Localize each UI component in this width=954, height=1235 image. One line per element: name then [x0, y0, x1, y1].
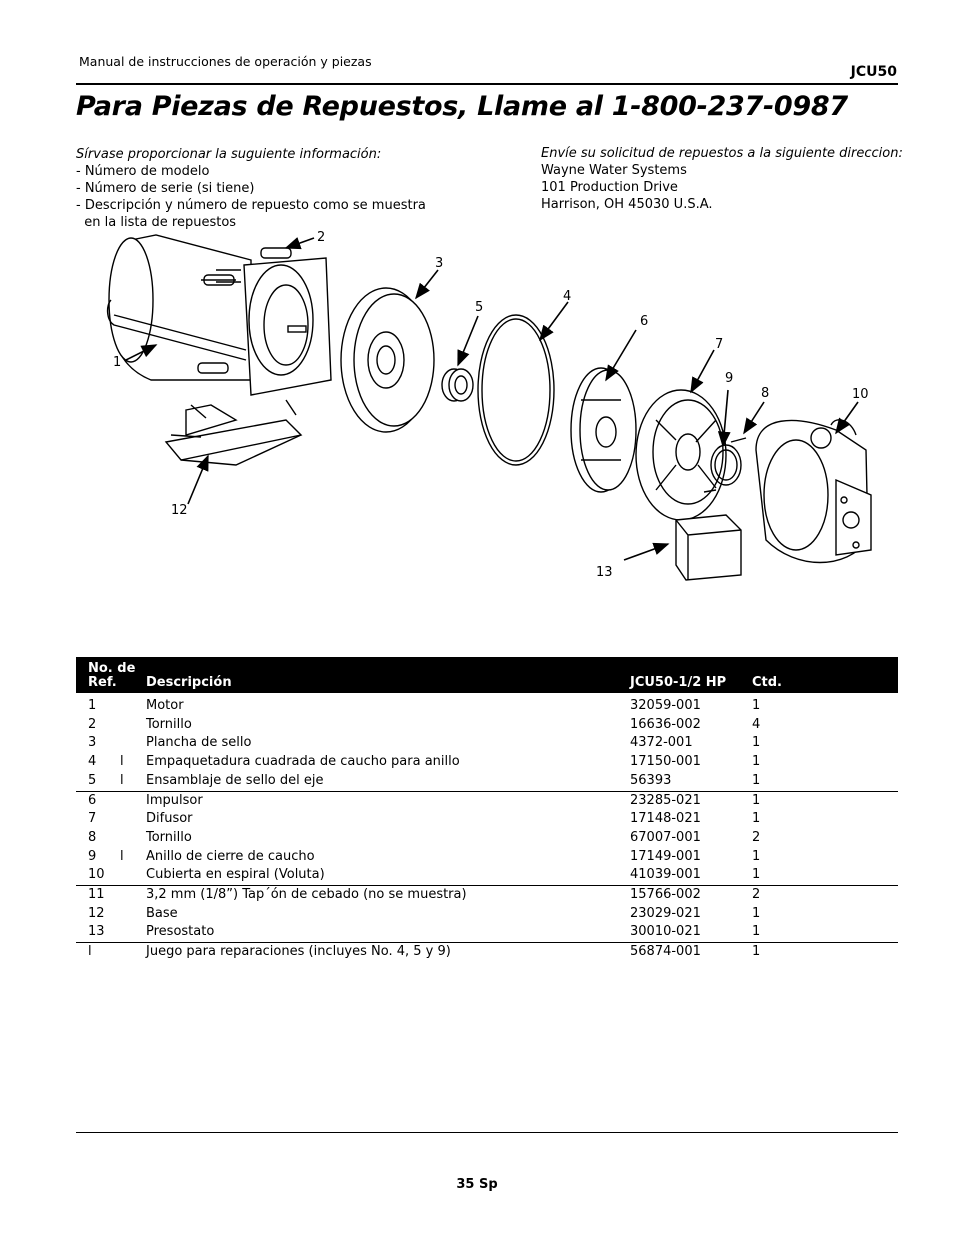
leader-arrow-5 [458, 316, 478, 365]
motor-part [108, 235, 331, 395]
cell-description: Juego para reparaciones (incluyes No. 4, 5 y 9) [146, 944, 451, 960]
info-heading: Sírvase proporcionar la suguiente información: [76, 147, 382, 162]
cell-part: 56874-001 [630, 944, 701, 960]
cell-description: Plancha de sello [146, 735, 252, 751]
model-number: JCU50 [850, 64, 897, 80]
table-row: 5 l Ensamblaje de sello del eje 56393 1 [76, 772, 898, 791]
cell-description: 3,2 mm (1/8”) Tap´ón de cebado (no se muestra) [146, 887, 467, 903]
table-row: l Juego para reparaciones (incluyes No. 4, 5 y 9) 56874-001 1 [76, 943, 898, 962]
leader-arrow-6 [606, 330, 636, 380]
leader-arrow-2 [286, 238, 314, 248]
cell-part: 15766-002 [630, 887, 701, 903]
parts-table [76, 657, 898, 962]
table-row: 10 Cubierta en espiral (Voluta) 41039-001 1 [76, 866, 898, 885]
callout-1: 1 [113, 355, 122, 370]
footer-divider [76, 1132, 898, 1133]
info-line: en la lista de repuestos [76, 215, 237, 230]
leader-arrow-3 [416, 270, 438, 298]
cell-description: Anillo de cierre de caucho [146, 848, 315, 864]
cell-description: Ensamblaje de sello del eje [146, 772, 630, 791]
table-row: 12 Base 23029-021 1 [76, 905, 898, 924]
base-part [166, 400, 301, 465]
cell-qty: 2 [752, 887, 761, 903]
info-line: - Número de modelo [76, 164, 210, 179]
cell-part: 67007-001 [630, 829, 701, 845]
cell-part: 17150-001 [630, 754, 701, 770]
cell-description: Cubierta en espiral (Voluta) [146, 866, 630, 885]
info-line: - Descripción y número de repuesto como se muestra [76, 198, 426, 213]
table-row: 9 l Anillo de cierre de caucho 17149-001 1 [76, 848, 898, 867]
info-required-block [76, 146, 426, 231]
table-row: 3 Plancha de sello 4372-001 1 [76, 734, 898, 753]
table-row: 2 Tornillo 16636-002 4 [76, 716, 898, 735]
callout-10: 10 [852, 387, 869, 402]
cell-part: 32059-001 [630, 698, 701, 713]
exploded-parts-diagram [76, 220, 898, 600]
table-row: 4 l Empaquetadura cuadrada de caucho para anillo 17150-001 1 [76, 753, 898, 772]
cell-part: 16636-002 [630, 716, 701, 732]
table-header-row [76, 657, 898, 693]
leader-arrow-8 [744, 402, 764, 433]
pressure-switch-part [676, 515, 741, 580]
leader-arrow-13 [624, 544, 668, 560]
header-quantity: Ctd. [752, 657, 898, 693]
page-title: Para Piezas de Repuestos, Llame al 1-800-237-0987 [76, 91, 848, 122]
shaft-seal-part [442, 369, 473, 401]
address-block [541, 145, 903, 213]
table-row: 1 Motor 32059-001 1 [76, 693, 898, 716]
callout-2: 2 [317, 230, 326, 245]
info-line: - Número de serie (si tiene) [76, 181, 255, 196]
cell-qty: 1 [752, 923, 898, 942]
callout-3: 3 [435, 256, 444, 271]
cell-description: Empaquetadura cuadrada de caucho para anillo [146, 754, 460, 770]
table-row: 13 Presostato 30010-021 1 [76, 923, 898, 942]
callout-13: 13 [596, 565, 613, 580]
address-line: 101 Production Drive [541, 180, 678, 195]
callout-6: 6 [640, 314, 649, 329]
cell-description: Impulsor [146, 792, 203, 808]
table-row: 11 3,2 mm (1/8”) Tap´ón de cebado (no se muestra) 15766-002 2 [76, 886, 898, 905]
manual-title: Manual de instrucciones de operación y piezas [79, 54, 372, 69]
cell-qty: 1 [752, 811, 761, 827]
cell-qty: 1 [752, 754, 761, 770]
cell-qty: 1 [752, 735, 761, 751]
callout-5: 5 [475, 300, 484, 315]
cell-part: 17149-001 [630, 848, 701, 864]
cell-part: 23285-021 [630, 792, 701, 808]
cell-qty: 1 [752, 848, 761, 864]
cell-qty: 1 [752, 944, 761, 960]
leader-arrow-10 [836, 402, 858, 433]
cell-description: Presostato [146, 923, 630, 942]
cell-description: Difusor [146, 811, 193, 827]
cell-qty: 1 [752, 866, 898, 885]
cell-qty: 2 [752, 829, 761, 845]
leader-arrow-12 [188, 456, 208, 504]
seal-plate-part [341, 288, 434, 432]
callout-8: 8 [761, 386, 770, 401]
header-divider [76, 83, 898, 85]
cell-part: 17148-021 [630, 811, 701, 827]
cell-qty: 1 [752, 905, 761, 921]
leader-arrow-9 [723, 390, 728, 446]
callout-9: 9 [725, 371, 734, 386]
cell-part: 4372-001 [630, 735, 693, 751]
impeller-part [571, 368, 636, 492]
header-ref: No. de Ref. [76, 657, 146, 693]
cell-part: 41039-001 [630, 866, 752, 885]
cell-qty: 1 [752, 772, 898, 791]
cell-qty: 1 [752, 792, 761, 808]
address-heading: Envíe su solicitud de repuestos a la siguiente direccion: [541, 146, 903, 161]
table-row: 6 Impulsor 23285-021 1 [76, 791, 898, 810]
cell-part: 56393 [630, 772, 752, 791]
header-part-number: JCU50-1/2 HP [630, 657, 752, 693]
volute-part [756, 420, 871, 563]
page-number: 35 Sp [456, 1177, 498, 1192]
cell-description: Base [146, 905, 178, 921]
cell-part: 23029-021 [630, 905, 701, 921]
address-line: Wayne Water Systems [541, 163, 687, 178]
callout-4: 4 [563, 289, 572, 304]
cell-description: Tornillo [146, 716, 192, 732]
address-line: Harrison, OH 45030 U.S.A. [541, 197, 713, 212]
leader-arrow-4 [540, 302, 568, 340]
header-description: Descripción [146, 657, 630, 693]
callout-12: 12 [171, 503, 188, 518]
cell-description: Motor [146, 698, 184, 713]
cell-part: 30010-021 [630, 923, 752, 942]
cell-qty: 1 [752, 698, 761, 713]
cell-description: Tornillo [146, 829, 192, 845]
cell-qty: 4 [752, 716, 761, 732]
leader-arrow-7 [691, 350, 714, 392]
callout-7: 7 [715, 337, 724, 352]
table-row: 8 Tornillo 67007-001 2 [76, 829, 898, 848]
table-row: 7 Difusor 17148-021 1 [76, 810, 898, 829]
